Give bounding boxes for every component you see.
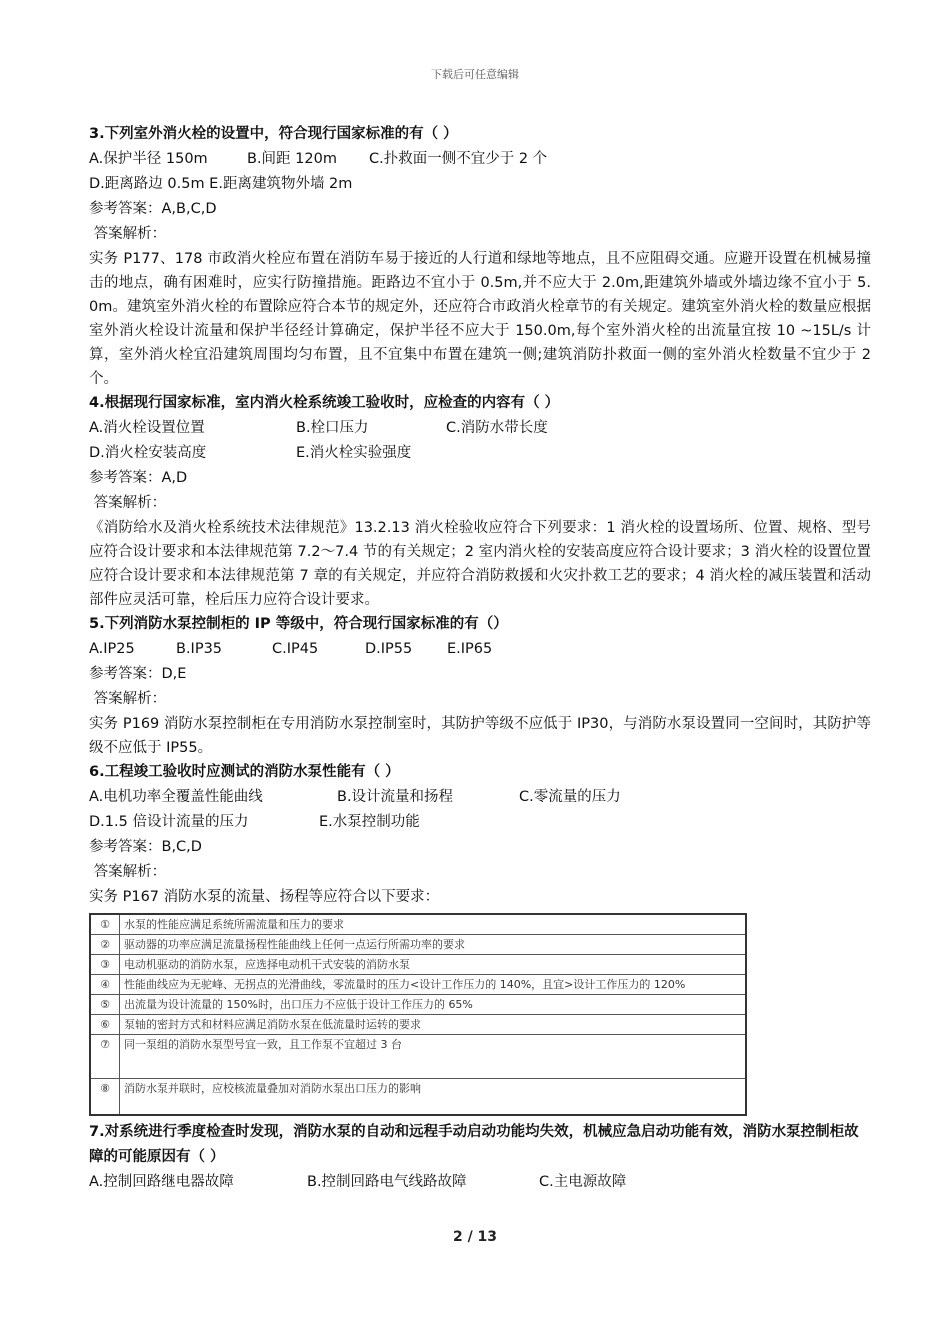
question-7-title: 7.对系统进行季度检查时发现，消防水泵的自动和远程手动启动功能均失效，机械应急启动功能有效，消防水泵控制柜故障的可能原因有（ ）: [89, 1123, 859, 1165]
row-text: 同一泵组的消防水泵型号宜一致，且工作泵不宜超过 3 台: [120, 1035, 747, 1079]
document-body: [89, 122, 871, 1195]
question-6-title: 6.工程竣工验收时应测试的消防水泵性能有（ ）: [89, 764, 400, 780]
table-row: [90, 935, 746, 955]
question-4-analysis-label: 答案解析：: [89, 495, 167, 511]
question-5-title: 5.下列消防水泵控制柜的 IP 等级中，符合现行国家标准的有（）: [89, 616, 508, 632]
question-4-title: 4.根据现行国家标准，室内消火栓系统竣工验收时，应检查的内容有（ ）: [89, 395, 560, 411]
question-6-analysis: 实务 P167 消防水泵的流量、扬程等应符合以下要求：: [89, 889, 440, 905]
option-a: A.消火栓设置位置: [89, 420, 205, 436]
question-3-title: 3.下列室外消火栓的设置中，符合现行国家标准的有（ ）: [89, 126, 458, 142]
option-b: B.设计流量和扬程: [337, 789, 454, 805]
row-text: 消防水泵并联时，应校核流量叠加对消防水泵出口压力的影响: [120, 1079, 747, 1115]
option-a: A.IP25: [89, 641, 135, 657]
question-3-options-row1: [89, 147, 871, 172]
option-e: E.IP65: [447, 641, 493, 657]
question-3-analysis-label: 答案解析：: [89, 226, 167, 242]
page-number: 2 / 13: [452, 1229, 498, 1245]
row-text: 出流量为设计流量的 150%时，出口压力不应低于设计工作压力的 65%: [120, 995, 747, 1015]
row-number: ①: [90, 914, 120, 935]
row-number: ⑥: [90, 1015, 120, 1035]
page-header: 下载后可任意编辑: [431, 68, 519, 81]
option-c: C.IP45: [272, 641, 319, 657]
option-c: C.主电源故障: [539, 1173, 627, 1190]
table-row: [90, 1079, 746, 1115]
question-6-options-row2: [89, 810, 871, 835]
option-d: D.IP55: [365, 641, 413, 657]
option-e: E.消火栓实验强度: [296, 445, 412, 461]
question-3-options-row2: D.距离路边 0.5m E.距离建筑物外墙 2m: [89, 176, 353, 192]
table-row: [90, 995, 746, 1015]
row-text: 性能曲线应为无驼峰、无拐点的光滑曲线，零流量时的压力<设计工作压力的 140%，且宜>设计工作压力的 120%: [120, 975, 747, 995]
table-row: [90, 1035, 746, 1079]
question-4-options-row2: [89, 441, 871, 466]
question-4-analysis: 《消防给水及消火栓系统技术法律规范》13.2.13 消火栓验收应符合下列要求：1 消火栓的设置场所、位置、规格、型号应符合设计要求和本法律规范第 7.2～7.4 节的有关规定；2 室内消火栓的安装高度应符合设计要求；3 消火栓的设置位置应符合设计要求和本法律规范第 7 章的有关规定，并应符合消防救援和火灾扑救工艺的要求；4 消火栓的减压装置和活动部件应灵活可靠，栓后压力应符合设计要求。: [89, 520, 871, 608]
pump-requirements-table: [89, 913, 747, 1116]
question-5-answer: 参考答案：D,E: [89, 666, 187, 682]
row-text: 驱动器的功率应满足流量扬程性能曲线上任何一点运行所需功率的要求: [120, 935, 747, 955]
row-text: 泵轴的密封方式和材料应满足消防水泵在低流量时运转的要求: [120, 1015, 747, 1035]
question-3-answer: 参考答案：A,B,C,D: [89, 201, 217, 217]
question-6-analysis-label: 答案解析：: [89, 864, 167, 880]
table-row: [90, 1015, 746, 1035]
option-c: C.扑救面一侧不宜少于 2 个: [369, 151, 548, 167]
option-b: B.栓口压力: [296, 420, 369, 436]
option-d: D.1.5 倍设计流量的压力: [89, 814, 249, 830]
option-b: B.间距 120m: [247, 151, 337, 167]
question-5-analysis-label: 答案解析：: [89, 691, 167, 707]
question-5-options: [89, 637, 871, 662]
option-c: C.消防水带长度: [446, 420, 548, 436]
question-6-options-row1: [89, 785, 871, 810]
row-number: ⑧: [90, 1079, 120, 1115]
table-row: [90, 975, 746, 995]
option-d: D.消火栓安装高度: [89, 445, 207, 461]
row-number: ⑦: [90, 1035, 120, 1079]
option-a: A.保护半径 150m: [89, 151, 208, 167]
question-7-options-row1: [89, 1170, 871, 1195]
table-row: [90, 914, 746, 935]
question-5-analysis: 实务 P169 消防水泵控制柜在专用消防水泵控制室时，其防护等级不应低于 IP30，与消防水泵设置同一空间时，其防护等级不应低于 IP55。: [89, 716, 871, 756]
question-4-answer: 参考答案：A,D: [89, 470, 188, 486]
option-a: A.控制回路继电器故障: [89, 1173, 234, 1190]
option-b: B.控制回路电气线路故障: [307, 1173, 467, 1190]
row-number: ③: [90, 955, 120, 975]
option-c: C.零流量的压力: [519, 789, 621, 805]
question-4-options-row1: [89, 416, 871, 441]
row-text: 水泵的性能应满足系统所需流量和压力的要求: [120, 914, 747, 935]
row-text: 电动机驱动的消防水泵，应选择电动机干式安装的消防水泵: [120, 955, 747, 975]
question-6-answer: 参考答案：B,C,D: [89, 839, 202, 855]
option-e: E.水泵控制功能: [319, 814, 420, 830]
option-a: A.电机功率全覆盖性能曲线: [89, 789, 263, 805]
table-row: [90, 955, 746, 975]
row-number: ④: [90, 975, 120, 995]
question-3-analysis: 实务 P177、178 市政消火栓应布置在消防车易于接近的人行道和绿地等地点，且不应阻碍交通。应避开设置在机械易撞击的地点，确有困难时，应实行防撞措施。距路边不宜小于 0.5m,并不应大于 2.0m,距建筑外墙或外墙边缘不宜小于 5. 0m。建筑室外消火栓的布置除应符合本节的规定外，还应符合市政消火栓章节的有关规定。建筑室外消火栓的数量应根据室外消火栓设计流量和保护半径经计算确定，保护半径不应大于 150.0m,每个室外消火栓的出流量宜按 10 ~15L/s 计算，室外消火栓宜沿建筑周围均匀布置，且不宜集中布置在建筑一侧;建筑消防扑救面一侧的室外消火栓数量不宜少于 2 个。: [89, 251, 871, 387]
row-number: ②: [90, 935, 120, 955]
row-number: ⑤: [90, 995, 120, 1015]
option-b: B.IP35: [176, 641, 223, 657]
